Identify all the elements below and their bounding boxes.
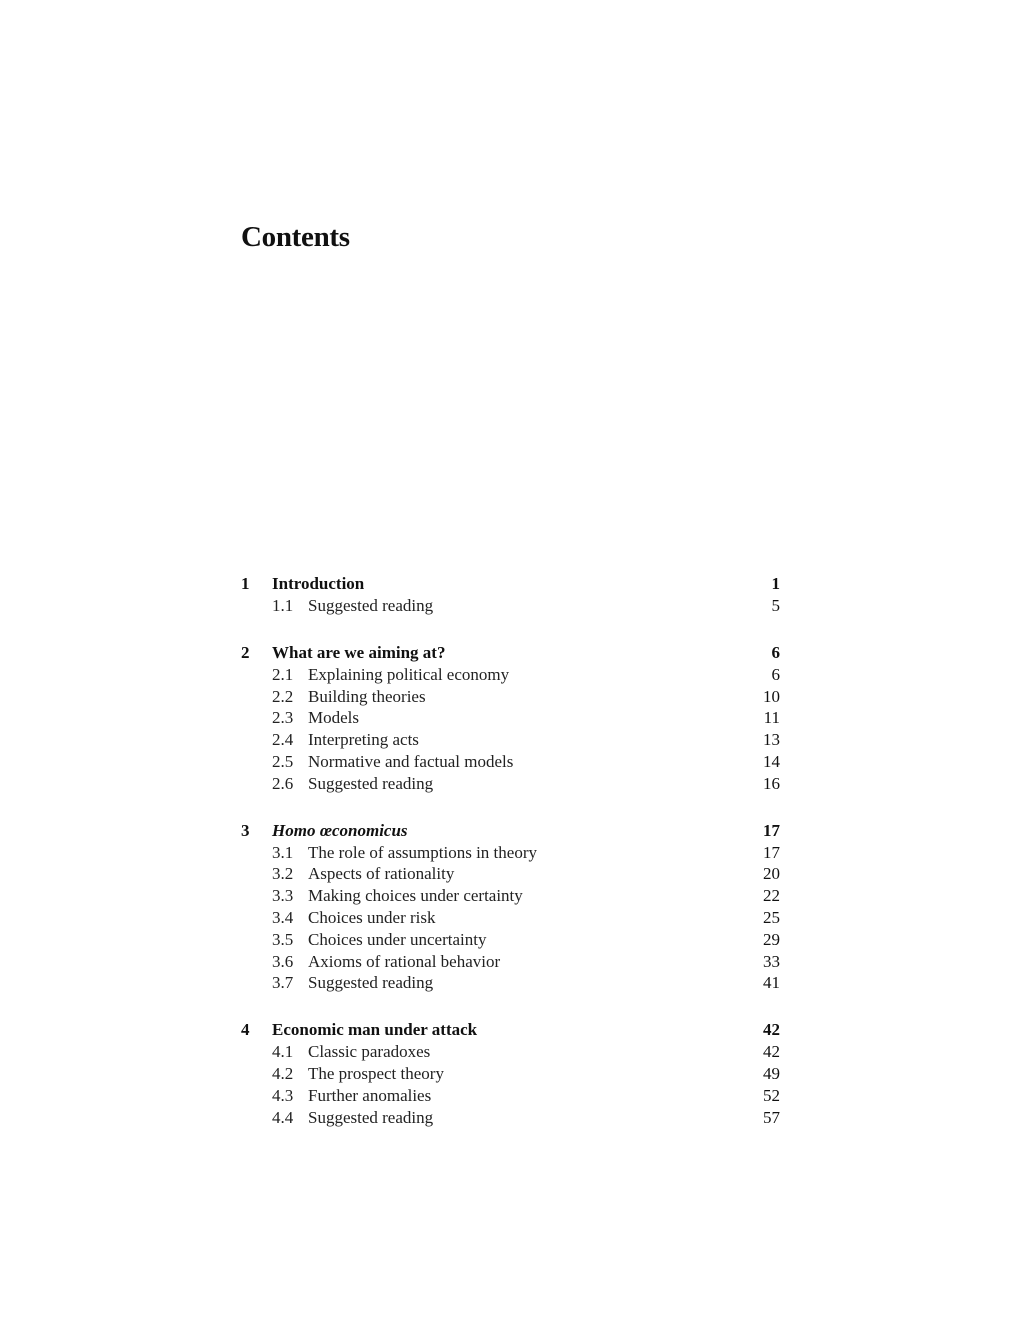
chapter-page-number: 42 <box>763 1020 780 1040</box>
section-title: Making choices under certainty <box>308 886 523 906</box>
section-number: 3.2 <box>272 864 294 884</box>
section-number: 2.2 <box>272 686 294 706</box>
section-page-number: 49 <box>763 1063 780 1083</box>
toc-chapter-row[interactable] <box>241 1018 780 1041</box>
section-title: Suggested reading <box>308 773 434 793</box>
section-number: 2.4 <box>272 730 294 750</box>
section-number: 3.7 <box>272 973 294 993</box>
page-title: Contents <box>241 221 350 253</box>
section-page-number: 17 <box>763 842 780 862</box>
section-page-number: 20 <box>763 864 780 884</box>
section-page-number: 11 <box>763 708 780 728</box>
section-title: Classic paradoxes <box>308 1042 431 1062</box>
toc-section-row[interactable] <box>241 842 780 864</box>
toc-chapter-row[interactable] <box>241 641 780 664</box>
toc-section-row[interactable] <box>241 707 780 729</box>
section-page-number: 6 <box>771 664 780 684</box>
section-title: Choices under risk <box>308 907 436 927</box>
section-number: 3.1 <box>272 842 294 862</box>
toc-section-row[interactable] <box>241 595 780 617</box>
chapter-page-number: 1 <box>771 574 780 593</box>
toc-chapter-row[interactable] <box>241 572 780 595</box>
section-title: The role of assumptions in theory <box>308 842 537 862</box>
section-page-number: 57 <box>763 1107 780 1127</box>
section-page-number: 22 <box>763 886 780 906</box>
toc-section-row[interactable] <box>241 863 780 885</box>
section-number: 3.3 <box>272 886 294 906</box>
section-number: 2.1 <box>272 664 294 684</box>
toc-chapter <box>241 1018 780 1128</box>
section-number: 2.3 <box>272 708 294 728</box>
section-title: Further anomalies <box>308 1085 432 1105</box>
section-page-number: 13 <box>763 730 780 750</box>
toc-chapter <box>241 819 780 995</box>
toc-section-row[interactable] <box>241 907 780 929</box>
toc-section-row[interactable] <box>241 951 780 973</box>
section-number: 3.6 <box>272 951 294 971</box>
section-number: 1.1 <box>272 596 294 615</box>
section-page-number: 41 <box>763 973 780 993</box>
section-page-number: 52 <box>763 1085 780 1105</box>
section-page-number: 25 <box>763 907 780 927</box>
toc-section-row[interactable] <box>241 686 780 708</box>
section-title: Suggested reading <box>308 1107 434 1127</box>
toc-section-row[interactable] <box>241 729 780 751</box>
section-title: Suggested reading <box>308 973 434 993</box>
section-number: 3.5 <box>272 929 294 949</box>
toc-chapter <box>241 572 780 617</box>
chapter-number: 3 <box>241 820 250 840</box>
toc-section-row[interactable] <box>241 1085 780 1107</box>
toc-chapter <box>241 641 780 795</box>
section-number: 4.3 <box>272 1085 294 1105</box>
section-title: Axioms of rational behavior <box>308 951 501 971</box>
section-page-number: 16 <box>763 773 780 793</box>
chapter-title: What are we aiming at? <box>272 642 446 662</box>
chapter-title: Introduction <box>272 574 365 593</box>
section-title: Building theories <box>308 686 426 706</box>
section-title: Interpreting acts <box>308 730 419 750</box>
section-page-number: 10 <box>763 686 780 706</box>
section-number: 4.1 <box>272 1042 294 1062</box>
section-number: 2.5 <box>272 751 294 771</box>
toc-section-row[interactable] <box>241 1107 780 1129</box>
section-title: Explaining political economy <box>308 664 510 684</box>
toc-section-row[interactable] <box>241 773 780 795</box>
section-title: Suggested reading <box>308 596 434 615</box>
section-page-number: 5 <box>771 596 780 615</box>
section-page-number: 29 <box>763 929 780 949</box>
section-title: Choices under uncertainty <box>308 929 487 949</box>
section-number: 3.4 <box>272 907 294 927</box>
section-number: 2.6 <box>272 773 294 793</box>
toc-chapter-row[interactable] <box>241 819 780 842</box>
chapter-number: 4 <box>241 1020 250 1040</box>
toc-section-row[interactable] <box>241 885 780 907</box>
chapter-page-number: 17 <box>763 820 780 840</box>
section-title: Normative and factual models <box>308 751 514 771</box>
section-title: The prospect theory <box>308 1063 444 1083</box>
section-page-number: 14 <box>763 751 780 771</box>
section-number: 4.2 <box>272 1063 294 1083</box>
toc-section-row[interactable] <box>241 972 780 994</box>
toc-section-row[interactable] <box>241 751 780 773</box>
toc-section-row[interactable] <box>241 1041 780 1063</box>
toc-section-row[interactable] <box>241 664 780 686</box>
table-of-contents <box>241 572 780 1152</box>
section-title: Aspects of rationality <box>308 864 455 884</box>
section-page-number: 33 <box>763 951 780 971</box>
chapter-number: 1 <box>241 574 250 593</box>
chapter-page-number: 6 <box>771 642 780 662</box>
chapter-number: 2 <box>241 642 250 662</box>
toc-section-row[interactable] <box>241 1063 780 1085</box>
chapter-title: Economic man under attack <box>272 1020 478 1040</box>
section-page-number: 42 <box>763 1042 780 1062</box>
section-number: 4.4 <box>272 1107 294 1127</box>
toc-section-row[interactable] <box>241 929 780 951</box>
chapter-title: Homo œconomicus <box>272 820 408 840</box>
section-title: Models <box>308 708 359 728</box>
